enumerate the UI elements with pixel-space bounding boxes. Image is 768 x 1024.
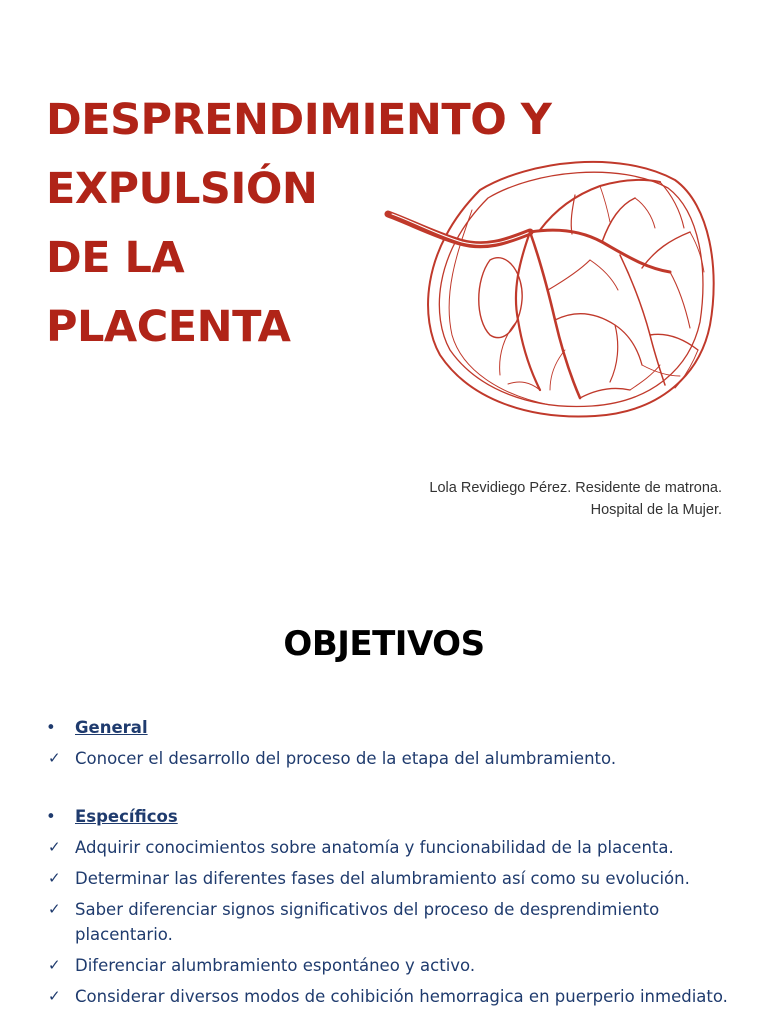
author-institution: Hospital de la Mujer. bbox=[590, 502, 722, 518]
objective-item bbox=[46, 866, 736, 891]
title-line: PLACENTA bbox=[46, 302, 291, 352]
checkmark-icon: ✓ bbox=[48, 749, 61, 767]
author-name: Lola Revidiego Pérez. Residente de matrona. bbox=[429, 480, 722, 496]
group-label: General bbox=[75, 718, 148, 737]
placenta-illustration bbox=[380, 150, 726, 420]
objective-text: Saber diferenciar signos significativos del proceso de desprendimiento placentario. bbox=[75, 900, 660, 944]
objectives-list bbox=[46, 716, 736, 1009]
objective-item bbox=[46, 953, 736, 978]
objective-group-general bbox=[46, 716, 736, 740]
objective-text: Conocer el desarrollo del proceso de la etapa del alumbramiento. bbox=[75, 749, 617, 768]
objective-text: Considerar diversos modos de cohibición hemorragica en puerperio inmediato. bbox=[75, 987, 728, 1006]
title-line: DE LA bbox=[46, 233, 185, 283]
checkmark-icon: ✓ bbox=[48, 956, 61, 974]
objective-text: Diferenciar alumbramiento espontáneo y activo. bbox=[75, 956, 476, 975]
bullet-icon: • bbox=[46, 807, 56, 826]
title-line: EXPULSIÓN bbox=[46, 164, 318, 214]
checkmark-icon: ✓ bbox=[48, 869, 61, 887]
group-label: Específicos bbox=[75, 807, 178, 826]
objective-item bbox=[46, 746, 736, 771]
objective-item bbox=[46, 835, 736, 860]
bullet-icon: • bbox=[46, 718, 56, 737]
objective-group-especificos bbox=[46, 805, 736, 829]
title-line: DESPRENDIMIENTO Y bbox=[46, 95, 552, 145]
objective-item bbox=[46, 984, 736, 1009]
checkmark-icon: ✓ bbox=[48, 838, 61, 856]
objective-item bbox=[46, 897, 736, 947]
author-credit bbox=[222, 477, 722, 521]
section-heading: OBJETIVOS bbox=[283, 624, 485, 664]
checkmark-icon: ✓ bbox=[48, 987, 61, 1005]
objective-text: Adquirir conocimientos sobre anatomía y funcionabilidad de la placenta. bbox=[75, 838, 674, 857]
objective-text: Determinar las diferentes fases del alumbramiento así como su evolución. bbox=[75, 869, 690, 888]
checkmark-icon: ✓ bbox=[48, 900, 61, 918]
